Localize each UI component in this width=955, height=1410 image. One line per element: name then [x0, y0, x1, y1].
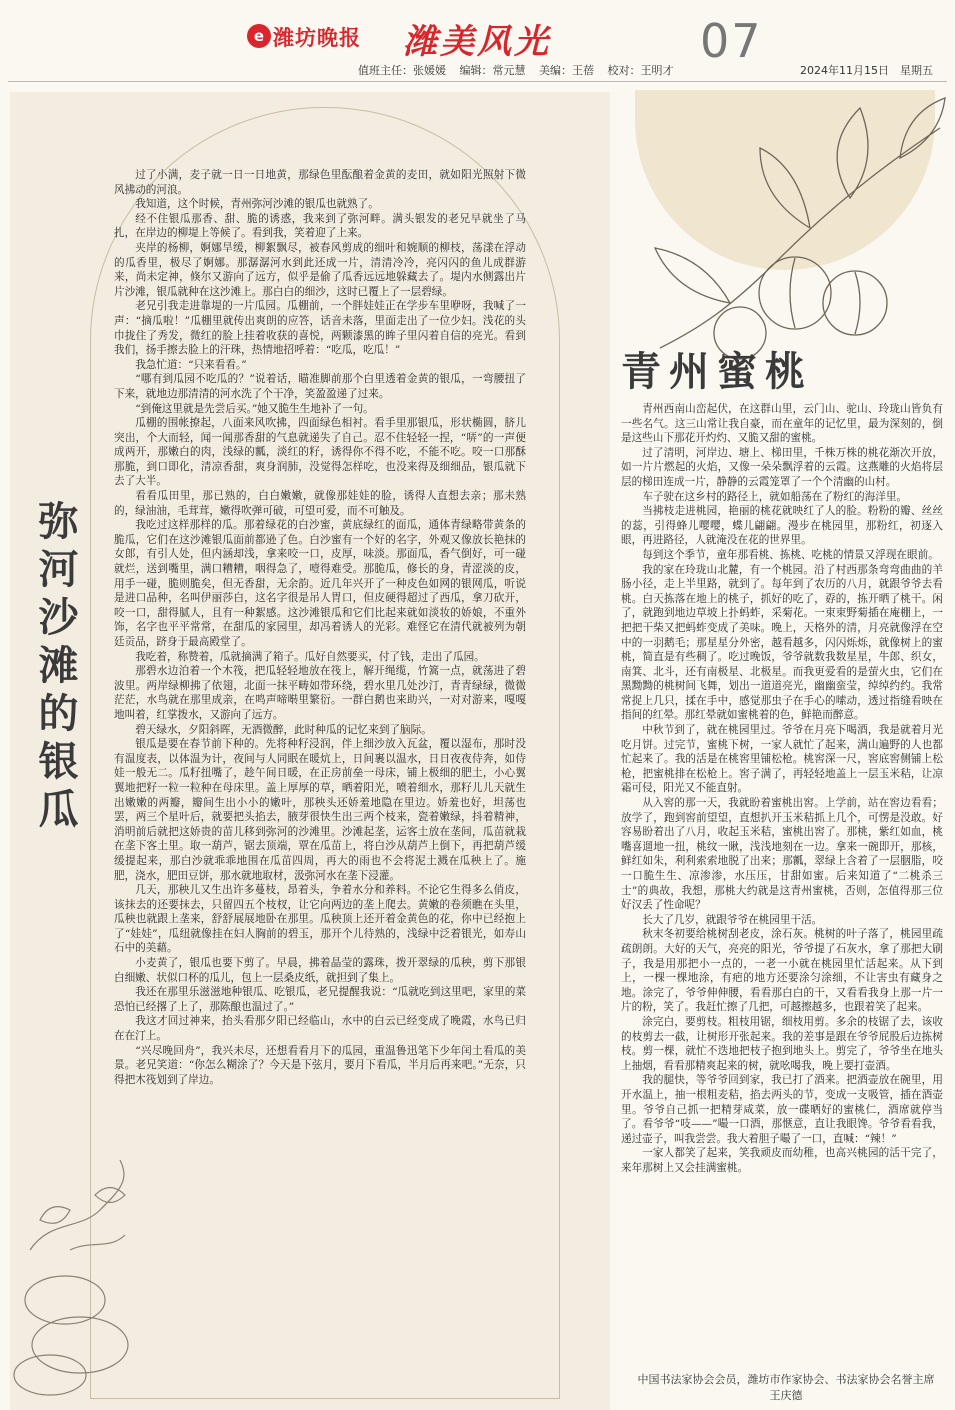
right-paragraph: 车子驶在这乡村的路径上，就如船荡在了粉红的海洋里。: [642, 490, 908, 503]
page-number: 07: [700, 14, 763, 68]
masthead: [0, 0, 955, 90]
publication-date: 2024年11月15日 星期五: [800, 64, 933, 77]
left-paragraph: 看看瓜田里，那已熟的，白白嫩嫩，就像那娃娃的脸，诱得人直想去亲；那未熟的，绿油油，毛茸茸，嫩得吹弹可破，可望可爱，而不可触及。: [114, 490, 526, 517]
right-article-body: [621, 402, 943, 1337]
left-paragraph: 老兄引我走进靠堤的一片瓜园。瓜棚前，一个胖娃娃正在学步车里咿呀，我喊了一声：“摘瓜啦！”瓜棚里就传出爽朗的应答，话音未落，里面走出了一位少妇。浅花的头巾拢住了秀发，微红的脸上挂着收获的喜悦，两颗漆黑的眸子里闪着自信的亮光。看到我们，扬手擦去脸上的汗珠，热情地招呼着：“吃瓜，吃瓜！”: [114, 300, 526, 357]
left-paragraph: “哪有到瓜园不吃瓜的？”说着话，瞄准脚前那个白里透着金黄的银瓜，一弯腰扭了下来，就地边那清清的河水洗了个干净，笑盈盈递了过来。: [114, 373, 526, 400]
right-article-title: 青州蜜桃: [621, 349, 813, 395]
left-paragraph: 过了小满，麦子就一日一日地黄，那绿色里酝酿着金黄的麦田，就如阳光照射下微风拂动的河浪。: [114, 169, 526, 196]
right-paragraph: 长大了几岁，就跟爷爷在桃园里干活。: [642, 913, 823, 926]
left-paragraph: 银瓜是要在春节前下种的。先将种籽浸润，伴上细沙放入瓦盆，覆以湿布，那时没有温度表，以体温为计，夜间与人同眠在暖炕上，日间裹以温水，日日夜夜侍奔，如侍娃一般无二。瓜籽扭嘴了，趁午间日暖，在正房前垒一母床，铺上极细的肥土，小心翼翼地把籽一粒一粒种在母床里。盖上厚厚的草，晒着阳光，喷着细水，那籽儿儿天就生出嫩嫩的两瓣，瓣间生出小小的嫩叶，那秧头还娇羞地隐在里边。娇羞也好，坦荡也罢，两三个星叶后，就要把头掐去，腋芽很快生出三两个枝来，瓷着嫩绿，抖着精神，消明前后就把这娇贵的苗儿移到弥河的沙滩里。沙滩起垄，运客土放在垄间，瓜苗就栽在垄下客土里。取一葫芦，锯去顶端，覃在瓜苗上，将白沙从葫芦上倒下，再把葫芦缓缓提起来，那白沙就乖乖地围在瓜苗四周，再大的雨也不会将泥土溅在瓜秧上了。施肥，浇水，肥田豆饼，那水就地取材，汲弥河水在垄下浸灌。: [114, 738, 526, 882]
left-paragraph: 那碧水边泊着一个木筏，把瓜轻轻地放在筏上，解开绳缆，竹篙一点，就荡进了碧波里。两岸绿柳拂了依翅，北面一抹平畴如带环绕，碧水里几处沙汀，青青绿绿，微微茫茫，水鸟就在那里成亲，在鸣声啼啭里繁衍。一群白鹅也来助兴，一对对游来，嘎嘎地叫着，红掌拨水，又游向了远方。: [114, 665, 526, 721]
peach-illustration-icon: [580, 88, 950, 368]
right-paragraph: 一家人都笑了起来，笑我顽皮而幼稚，也高兴桃园的活干完了，来年那树上又会挂满蜜桃。: [621, 1147, 943, 1174]
left-paragraph: 碧天绿水，夕阳斜晖，无酒微醉，此时种瓜的记忆来到了脑际。: [135, 723, 432, 736]
left-paragraph: 经不住银瓜那香、甜、脆的诱惑，我来到了弥河畔。满头银发的老兄早就坐了马扎，在岸边的柳堤上等候了。看到我，笑着迎了上来。: [114, 212, 526, 240]
right-paragraph: 涂完白，要剪枝。粗枝用锯，细枝用剪。多余的枝锯了去，该收的枝剪去一截，让树形开张起来。我的差事是跟在爷爷屁股后边拣树枝。剪一棵，就忙不迭地把枝子抱到地头上。剪完了，爷爷坐在地头上抽烟，看看那精爽起来的树，就吆喝我，晚上要打壶酒。: [621, 1015, 943, 1072]
newspaper-logo-icon: e: [247, 24, 271, 48]
author-bio: 中国书法家协会会员，潍坊市作家协会、书法家协会名誉主席 王庆德: [637, 1373, 946, 1402]
right-paragraph: 秋末冬初要给桃树刮老皮，涂石灰。桃树的叶子落了，桃园里疏疏朗朗。大好的天气，亮亮的阳光，爷爷提了石灰水，拿了那把大刷子，我是用那把小一点的，一老一小就在桃园里忙活起来。从下到上，一棵一棵地涂，有疤的地方还要涂匀涂细，不让害虫有藏身之地。涂完了，爷爷伸伸腰，看看那白白的干，又看看我身上那一片一片的粉，笑了。我赶忙擦了几把，可越擦越多，也跟着笑了起来。: [621, 928, 943, 1014]
left-paragraph: 我知道，这个时候，青州弥河沙滩的银瓜也就熟了。: [135, 198, 379, 211]
credit-duty-director: 值班主任：张媛媛: [358, 64, 446, 77]
left-paragraph: 我这才回过神来，抬头看那夕阳已经临山，水中的白云已经变成了晚霞，水鸟已归在在汀上。: [114, 1015, 526, 1043]
left-paragraph: 夹岸的杨柳，婀娜旱缓，柳絮飘尽，被春风剪成的细叶和婉顺的柳枝，荡漾在浮动的瓜香里，极尽了婀娜。那潺潺河水到此还成一片，清清冷冷，亮闪闪的鱼儿成群游来，尚未定神，倏尔又游向了远方，似乎是偷了瓜香远远地躲藏去了。堤内水侧露出片片沙滩，银瓜就种在这沙滩上。那白白的细沙，这时已覆上了一层碧绿。: [114, 241, 526, 298]
right-paragraph: 青州西南山峦起伏，在这群山里，云门山、驼山、玲珑山皆负有一些名气。这三山常让我自豪，而在童年的记忆里，最为深刻的，倒是这些山下那花开灼灼、又脆又甜的蜜桃。: [621, 403, 943, 445]
left-paragraph: 瓜棚的围帐撩起，八面来风吹拂，四面绿色相衬。看手里那银瓜，形状椭圆，脐儿突出，个大而轻，闻一闻那香甜的气息就递失了自己。忍不住轻轻一捏，“哢”的一声便成两开，那嫩白的肉，浅绿的瓤，淡红的籽，诱得你不得不吃，不能不吃。咬一口那酥那脆，到口即化，清凉香甜，爽身润肺，没觉得怎样吃，也没来得及细细品，银瓜就下去了大半。: [114, 417, 526, 488]
left-paragraph: 我吃过这样那样的瓜。那着绿花的白沙蜜，黄底绿红的面瓜，通体青绿略带黄条的脆瓜，它们在这沙滩银瓜面前都逊了色。白沙蜜有一个好的名字，外观又像放长艳抹的女郎，有引人处，但内涵却浅，拿来咬一口，皮厚，味淡。那面瓜，香气倒好，可一碰就烂，送到嘴里，满口糟糟，咽得急了，噎得难受。那脆瓜，修长的身，青涩淡的皮，用手一碰，脆则脆矣，但无香甜，无余韵。近几年兴开了一种皮色如网的银网瓜，听说是进口品种，名叫伊丽莎白，这名字很是吊人胃口，但皮硬得超过了西瓜，拿刀砍开，咬一口，甜得腻人，且有一种絮感。这沙滩银瓜和它们比起来就如淡妆的娇娘，不重外饰，名字也平平常常，在甜瓜的家园里，却冯着诱人的光彩。难怪它在清代就被列为朝廷贡品，跻身于最高殿堂了。: [114, 519, 526, 648]
left-paragraph: 我吃着，称赞着，瓜就摘满了箱子。瓜好自然要买，付了钱，走出了瓜园。: [135, 650, 485, 663]
left-paragraph: 我还在那里乐滋滋地种银瓜、吃银瓜，老兄提醒我说：“瓜就吃到这里吧，家里的菜恐怕已经撂了上了，那陈酿也温过了。”: [114, 986, 526, 1013]
left-paragraph: 我急忙道：“只来看看。”: [135, 358, 247, 371]
right-paragraph: 中秋节到了，就在桃园里过。爷爷在月亮下喝酒，我是就着月光吃月饼。过完节，蜜桃下树，一家人就忙了起来，满山遍野的人也都忙起来了。我的活是在桃窖里铺松枪。桃窖深一尺，窖底窖侧铺上松枪，把蜜桃排在松枪上。窖子满了，再轻轻地盖上一层玉米秸，让凉霜可侵，阳光又不能直射。: [621, 724, 943, 795]
editor-credits: [358, 62, 684, 78]
left-paragraph: “到俺这里就是先尝后买。”她又脆生生地补了一句。: [135, 402, 374, 415]
left-paragraph: 小麦黄了，银瓜也要下剪了。早晨，拂着晶莹的露珠，拨开翠绿的瓜秧，剪下那银白细嫩、状似口杯的瓜儿，包上一层桑皮纸，就担到了集上。: [114, 957, 526, 984]
right-paragraph: 过了清明，河岸边、塘上、梯田里，千株万株的桃花渐次开放，如一片片燃起的火焰，又像一朵朵飘浮着的云霞。这燕雕的火焰将层层的梯田连成一片，静静的云霞笼罩了一个个清幽的山村。: [621, 446, 943, 488]
right-paragraph: 每到这个季节，童年那看桃、拣桃、吃桃的情景又浮现在眼前。: [642, 548, 939, 561]
masthead-divider: [8, 81, 947, 82]
credit-proofreader: 校对：王明才: [607, 64, 674, 77]
left-paragraph: 几天，那秧儿又生出许多蔓枝，昂着头，争着水分和养料。不论它生得多么俏皮，该抹去的还要抹去，只留四五个枝杈，让它向两边的垄上爬去。黄嫩的卷须瞧在头里，瓜秧也就跟上垄来，舒舒展展地卧在那里。瓜秧顶上还开着金黄色的花，你中已经抱上了“娃娃”，瓜纽就像挂在妇人胸前的碧玉，那开个儿待熟的，浅绿中泛着银光，如寿山石中的美藉。: [114, 884, 526, 955]
right-paragraph: 当拂枝走进桃园，艳丽的桃花就映红了人的脸。粉粉的瓣、丝丝的蕊，引得蜂儿嘤嘤，蝶儿翩翩。漫步在桃园里，那粉红，初逐入眼，再进路径，人就淹没在花的世界里。: [621, 505, 943, 547]
right-paragraph: 从入窖的那一天，我就盼着蜜桃出窖。上学前，站在窖边看看；放学了，跑到窖前望望，直想扒开玉米秸抓上几个，可愣是没敢。好容易盼着出了八月，收起玉米秸，蜜桃出窖了。那桃，紫红如血，桃嘴喜遛地一扭，桃纹一瞅，浅浅地刻在一边。拿来一碗即开，那核，鲜红如朱，利利索索地脱了出来；那瓤，翠绿上含着了一层胭脂，咬一口脆生生、凉渗渗，水压压，甘甜如蜜。后来知道了“二桃杀三士”的典故，我想，那桃大约就是这青州蜜桃，否则，怎值得那三位好汉丢了性命呢？: [621, 797, 943, 912]
credit-art-editor: 美编：王蓓: [539, 64, 594, 77]
right-paragraph: 我的家在玲珑山北麓，有一个桃园。沿了村西那条弯弯曲曲的羊肠小径，走上半里路，就到了。每年到了农历的八月，就跟爷爷去看桃。白天拣落在地上的桃子，抓好的吃了，孬的，拣开晒了桃干。闲了，就跑到地边草坡上扑蚂蚱，采菊花。一束束野菊插在庵棚上，一把把干柴又把蚂蚱变成了美味。晚上，天格外的清，月亮就像浮在空中的一羽鹅毛；那星星分外密，越看越多，闪闪烁烁，就像树上的蜜桃，简直是有些稠了。吃过晚饭，爷爷就数我数星星，牛郎、织女，南箕、北斗，还有南极星、北极星。而我更爱看的是萤火虫，它们在黑黝黝的桃树间飞舞，划出一道道亮光，幽幽蛮莹，绰绰约约。我常常捉上几只，揉在手中，感觉那虫子在手心的嗦动，透过指缝看映在指间的红晕。那红晕就如蜜桃着的色，鲜艳而醉意。: [621, 563, 943, 722]
newspaper-name: 潍坊晚报: [273, 26, 361, 50]
right-paragraph: 我的腿快，等爷爷回到家，我已打了酒来。把酒壶放在碗里，用开水温上，抽一根粗麦秸，掐去两头的节，变成一支吸管，插在酒壶里。爷爷自己抓一把精芽咸菜，放一碟晒好的蜜桃仁，酒席就停当了。看爷爷“吱——”嘬一口酒，那惬意，直让我眼馋。爷爷看看我，递过壶子，叫我尝尝。我大着胆子嘬了一口，直喊：“辣！”: [621, 1074, 943, 1145]
left-article-body: [114, 168, 526, 1398]
section-name: 潍美风光: [403, 22, 551, 62]
left-article-title: 弥河沙滩的银瓜: [32, 500, 78, 836]
credit-editor: 编辑：常元慧: [459, 64, 526, 77]
left-paragraph: “兴尽晚回舟”，我兴未尽，还想看看月下的瓜园，重温鲁迅笔下少年闰土看瓜的美景。老兄笑道：“你怎么糊涂了？今天是下弦月，要月下看瓜，半月后再来吧。”无奈，只得把木筏划到了岸边。: [114, 1044, 526, 1086]
